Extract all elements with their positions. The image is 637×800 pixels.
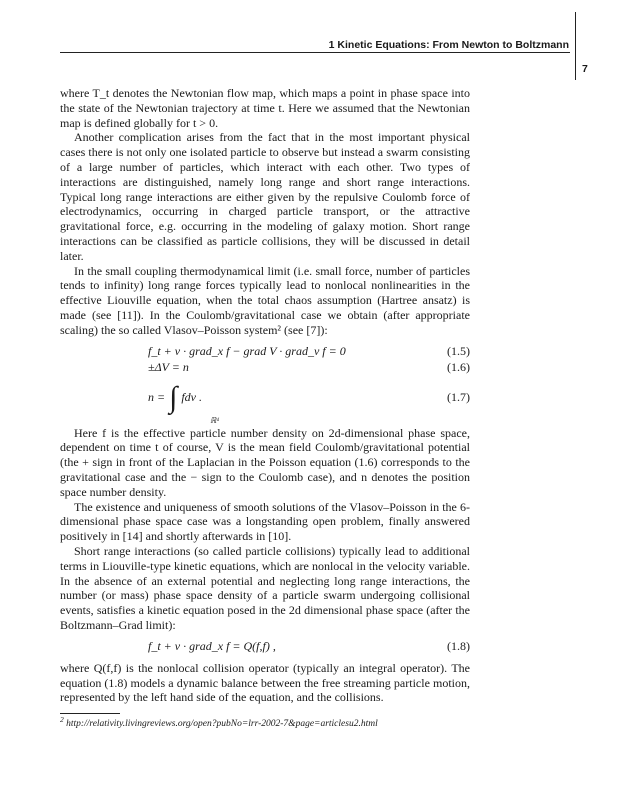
equation-1-5 (60, 344, 470, 360)
equation-block-boltzmann (60, 639, 470, 655)
body-text (60, 86, 470, 730)
equation-1-8-expr: f_t + v · grad_x f = Q(f,f) , (148, 639, 276, 654)
equation-1-8-number: (1.8) (447, 639, 470, 654)
footnote-marker: 2 (60, 714, 64, 724)
paragraph-4: Here f is the effective particle number density on 2d-dimensional phase space, dependent on time t of course, V is the mean field Coulomb/gravitational potential (the + sign in front of the Laplacian in the Poisson equation (1.6) corresponds to the gravitational case and the − sign to the Coulomb case), and n denotes the position space number density. (60, 425, 470, 499)
header-rule (60, 52, 570, 53)
equation-1-7-number: (1.7) (447, 390, 470, 405)
equation-1-6 (60, 360, 470, 376)
page-number: 7 (582, 63, 588, 75)
paragraph-7: where Q(f,f) is the nonlocal collision operator (typically an integral operator). The equation (1.8) models a dynamic balance between the free streaming particle motion, represented by the left hand side of the equation, and the collisions. (60, 660, 470, 705)
integral-domain: ℝᵈ (210, 415, 219, 425)
equation-1-7 (60, 376, 470, 425)
integral-sign: ∫ (169, 380, 178, 414)
footnote-url[interactable]: http://relativity.livingreviews.org/open?pubNo=lrr-2002-7&page=articlesu2.html (66, 719, 378, 730)
paragraph-3: In the small coupling thermodynamical limit (i.e. small force, number of particles tends to infinity) long range forces typically lead to nonlocal nonlinearities in the effective Liouville equation, when the total chaos assumption (Hartree ansatz) is made (see [11]). In the Coulomb/gravitational case we obtain (after appropriate scaling) the so called Vlasov–Poisson system² (see [7]): (60, 263, 470, 337)
equation-1-5-number: (1.5) (447, 344, 470, 359)
equation-1-8 (60, 639, 470, 655)
footnote-rule (60, 713, 120, 714)
paragraph-2: Another complication arises from the fact that in the most important physical cases there is not only one isolated particle to observe but instead a swarm consisting of a large number of particles, which interact with each other. Two types of interactions are distinguished, namely long range and short range interactions. Typical long range interactions are either given by the repulsive Coulomb force of electrodynamics, occurring in charged particle transport, or the attractive gravitational force, e.g. occurring in the modeling of galaxy motion. Short range interactions can be classified as particle collisions, they will be discussed in detail later. (60, 130, 470, 263)
paragraph-5: The existence and uniqueness of smooth solutions of the Vlasov–Poisson in the 6-dimensional phase space case was a longstanding open problem, finally answered positively in [14] and shortly afterwards in [10]. (60, 499, 470, 544)
equation-1-7-rhs: fdv . (181, 390, 202, 405)
margin-rule (575, 12, 576, 80)
equation-block-vlasov-poisson (60, 344, 470, 425)
equation-1-7-lhs: n = (148, 390, 166, 405)
paragraph-6: Short range interactions (so called particle collisions) typically lead to additional terms in Liouville-type kinetic equations, which are nonlocal in the velocity variable. In the absence of an external potential and neglecting long range interactions, the number (or mass) phase space density of a particle swarm undergoing collisional events, satisfies a kinetic equation posed in the 2d dimensional phase space (after the Boltzmann–Grad limit): (60, 543, 470, 632)
equation-1-6-expr: ±ΔV = n (148, 360, 189, 375)
equation-1-5-expr: f_t + v · grad_x f − grad V · grad_v f = 0 (148, 344, 346, 359)
paragraph-1: where T_t denotes the Newtonian flow map, which maps a point in phase space into the state of the Newtonian trajectory at time t. Here we assumed that the Newtonian map is defined globally for t > 0. (60, 86, 470, 130)
running-head: 1 Kinetic Equations: From Newton to Boltzmann (328, 39, 569, 51)
equation-1-6-number: (1.6) (447, 360, 470, 375)
footnote (60, 714, 470, 730)
